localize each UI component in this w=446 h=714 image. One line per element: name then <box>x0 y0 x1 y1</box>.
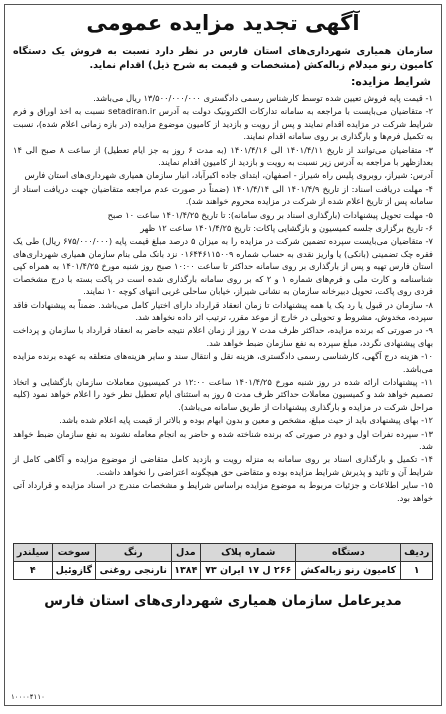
clause: ۱۵- سایر اطلاعات و جزئیات مربوط به موضوع مزایده براساس شرایط و مشخصات مندرج در اسناد مزایده و قرارداد آتی خواهد بود. <box>13 480 433 503</box>
clause: ۸- سازمان در قبول یا رد یک یا همه پیشنهادات تا زمان انعقاد قرارداد دارای اختیار کامل می‌باشد. ضمناً به پیشنهادات فاقد سپرده، مخدوش، مشروط و تحویلی در خارج از موعد مقرر، ترتیب اثر داده نخواهد شد. <box>13 299 433 322</box>
table-header: شماره پلاک <box>201 544 296 562</box>
table-cell: ۴ <box>14 562 53 580</box>
intro-text: سازمان همیاری شهرداری‌های استان فارس در نظر دارد نسبت به فروش یک دستگاه کامیون رنو میدلام زباله‌کش (مشخصات و قیمت به شرح ذیل) اقدام نماید. <box>13 46 433 71</box>
clause: ۹- در صورتی که برنده مزایده، حداکثر ظرف مدت ۷ روز از زمان اعلام نتیجه حاضر به انعقاد قرارداد با سازمان و پرداخت بهای پیشنهادی نگردد، مبلغ سپرده به نفع سازمان ضبط خواهد شد. <box>13 325 433 348</box>
clause: ۱۱- پیشنهادات ارائه شده در روز شنبه مورخ ۱۴۰۱/۴/۲۵ ساعت ۱۲:۰۰ در کمیسیون معاملات سازمان بازگشایی و اتخاذ تصمیم خواهد شد و کمیسیون معاملات حداکثر ظرف مدت ۵ روز به استثنای ایام تعطیل نظر خود را اعلام خواهد نمود (کلیه مراحل شرکت در مزایده و بارگذاری پیشنهادات از طریق سامانه می‌باشد). <box>13 376 433 412</box>
table-cell: کامیون رنو زباله‌کش <box>296 562 401 580</box>
tender-notice <box>4 4 442 706</box>
signature: مدیرعامل سازمان همیاری شهرداری‌های استان فارس <box>44 593 402 609</box>
table-header: دستگاه <box>296 544 401 562</box>
table-cell: ۱۳۸۴ <box>171 562 200 580</box>
table-header-row <box>14 544 433 562</box>
conditions-heading: شرایط مزایده: <box>351 75 431 88</box>
table-cell: ۱ <box>401 562 433 580</box>
table-header: سیلندر <box>14 544 53 562</box>
table-header: سوخت <box>52 544 95 562</box>
footer-code: ۱۰۰۰۰۴۱۱۰ <box>11 693 45 701</box>
clause: ۱۲- بهای پیشنهادی باید از حیث مبلغ، مشخص و معین و بدون ابهام بوده و بالاتر از قیمت پایه اعلام شده باشد. <box>59 415 433 426</box>
vehicle-table <box>13 543 433 580</box>
conditions-list <box>13 92 433 505</box>
clause: ۱۳- سپرده نفرات اول و دوم در صورتی که برنده شناخته شده و حاضر به انجام معامله نشوند به نفع سازمان ضبط خواهد شد. <box>13 428 433 451</box>
clause: ۱۰- هزینه درج آگهی، کارشناسی رسمی دادگستری، هزینه نقل و انتقال سند و سایر هزینه‌های متعلقه به عهده برنده مزایده می‌باشد. <box>13 351 433 374</box>
table-cell: گازوئیل <box>52 562 95 580</box>
clause: ۱- قیمت پایه فروش تعیین شده توسط کارشناس رسمی دادگستری ۱۳/۵۰۰/۰۰۰/۰۰۰ ریال می‌باشد. <box>93 93 433 103</box>
notice-title: آگهی تجدید مزایده عمومی <box>86 11 360 35</box>
clause: ۴- مهلت دریافت اسناد: از تاریخ ۱۴۰۱/۴/۹ الی ۱۴۰۱/۴/۱۴ (ضمناً در صورت عدم مراجعه متقاضیان جهت دریافت اسناد از سامانه پس از تاریخ اعلام شده از شرکت در مزایده محروم خواهند شد). <box>13 183 434 207</box>
table-row <box>14 562 433 580</box>
clause: آدرس: شیراز، روبروی پلیس راه شیراز - اصفهان، ابتدای جاده اکبرآباد، انبار سازمان همیاری شهرداری‌های استان فارس <box>24 170 433 181</box>
clause: ۷- متقاضیان می‌بایست سپرده تضمین شرکت در مزایده را به میزان ۵ درصد مبلغ قیمت پایه (۶۷۵/۰۰۰/۰۰۰ ریال) طی یک فقره چک تضمینی (بانکی) یا واریز نقدی به حساب شماره ۰۱۶۴۴۶۱۱۵۰۰۹ نزد بانک ملی بنام سازمان همیاری شهرداری‌های استان فارس تهیه و پس از بارگذاری بر روی سامانه حداکثر تا ساعت ۱۰:۰۰ صبح روز شنبه مورخ ۱۴۰۱/۴/۲۵ به همراه کپی شناسنامه و کارت ملی و فرم‌های شماره ۱ و ۲ که بر روی سامانه بارگذاری شده است در پاکت بسته با درج مشخصات فردی روی پاکت، تحویل دبیرخانه سازمان به نشانی شیراز، خیابان ساحلی غربی انتهای کوچه ۱۰ نمایند. <box>13 236 433 297</box>
table-header: مدل <box>171 544 200 562</box>
table-header: رنگ <box>95 544 171 562</box>
clause: ۲- متقاضیان می‌بایست با مراجعه به سامانه تدارکات الکترونیک دولت به آدرس setadiran.ir نسبت به اخذ اوراق و فرم شرایط شرکت در مزایده اقدام نمایند و پس از رویت و بازدید از کامیون موضوع مزایده (در بازه زمانی اعلام شده)، نسبت به تکمیل فرم‌ها و بارگذاری بر روی سامانه اقدام نمایند. <box>13 106 433 142</box>
table-cell: ۲۶۶ ل ۱۷ ایران ۷۳ <box>201 562 296 580</box>
table-header: ردیف <box>401 544 433 562</box>
clause: ۶- تاریخ برگزاری جلسه کمیسیون و بازگشایی پاکات: تاریخ ۱۴۰۱/۴/۲۵ ساعت ۱۲ ظهر <box>140 223 433 234</box>
clause: ۵- مهلت تحویل پیشنهادات (بارگذاری اسناد بر روی سامانه): تا تاریخ ۱۴۰۱/۴/۲۵ ساعت ۱۰ صبح <box>107 209 433 220</box>
clause: ۳- متقاضیان می‌توانند از تاریخ ۱۴۰۱/۴/۱۱ الی ۱۴۰۱/۴/۱۶ (به مدت ۶ روز به جز ایام تعطیل) از ساعت ۸ صبح الی ۱۴ بعدازظهر با مراجعه به آدرس زیر نسبت به رویت و بازدید از کامیون اقدام نمایند. <box>13 144 433 168</box>
table-cell: نارنجی روغنی <box>95 562 171 580</box>
clause: ۱۴- تکمیل و بارگذاری اسناد بر روی سامانه به منزله رویت و بازدید کامل متقاضی از موضوع مزایده و آگاهی کامل از شرایط آن و تائید و پذیرش شرایط مزایده بوده و متقاضی حق هیچگونه اعتراضی را نخواهد داشت. <box>13 454 433 477</box>
